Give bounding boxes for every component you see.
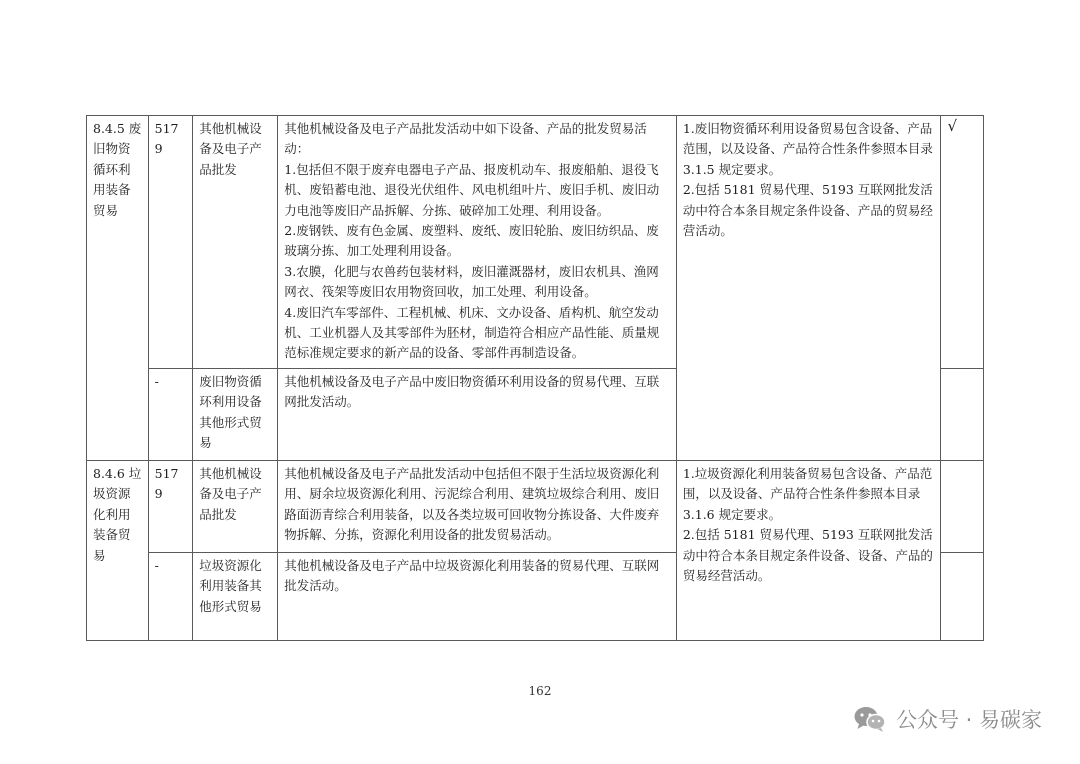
industry-name-cell bbox=[193, 460, 278, 552]
industry-name: 垃圾资源化利用装备其他形式贸易 bbox=[199, 557, 262, 614]
industry-code-cell bbox=[148, 116, 193, 369]
industry-code: 5179 bbox=[154, 121, 179, 157]
table-row bbox=[87, 460, 984, 552]
industry-name: 其他机械设备及电子产品批发 bbox=[199, 121, 262, 177]
description-paragraph: 4.废旧汽车零部件、工程机械、机床、文办设备、盾构机、航空发动机、工业机器人及其零部件为胚材，制造符合相应产品性能、质量规范标准规定要求的新产品的设备、零部件再制造设备。 bbox=[284, 304, 660, 361]
category-label: 8.4.6 垃圾资源化利用装备贸易 bbox=[93, 465, 142, 563]
description-paragraph: 1.包括但不限于废弃电器电子产品、报废机动车、报废船舶、退役飞机、废铅蓄电池、退役光伏组件、风电机组叶片、废旧手机、废旧动力电池等废旧产品拆解、分拣、破碎加工处理、利用设备。 bbox=[284, 161, 660, 218]
wechat-icon bbox=[853, 705, 887, 733]
industry-name-cell bbox=[193, 368, 278, 460]
category-cell bbox=[87, 116, 149, 461]
mark-cell bbox=[941, 116, 984, 369]
watermark-text: 公众号 · 易碳家 bbox=[895, 708, 1042, 732]
industry-name: 其他机械设备及电子产品批发 bbox=[199, 465, 262, 522]
description-paragraph: 其他机械设备及电子产品中废旧物资循环利用设备的贸易代理、互联网批发活动。 bbox=[284, 373, 660, 410]
description-paragraph: 其他机械设备及电子产品批发活动中包括但不限于生活垃圾资源化利用、厨余垃圾资源化利用、污泥综合利用、建筑垃圾综合利用、废旧路面沥青综合利用装备，以及各类垃圾可回收物分拣设备、大件废弃物拆解、分拣，资源化利用设备的批发贸易活动。 bbox=[284, 465, 660, 543]
requirement-paragraph: 1.垃圾资源化利用装备贸易包含设备、产品范围，以及设备、产品符合性条件参照本目录 3.1.6 规定要求。 bbox=[682, 465, 933, 522]
page-number: 162 bbox=[528, 684, 552, 698]
requirements-cell bbox=[676, 460, 941, 640]
requirement-paragraph: 2.包括 5181 贸易代理、5193 互联网批发活动中符合本条目规定条件设备、设备、产品的贸易经营活动。 bbox=[682, 527, 933, 583]
industry-name-cell bbox=[193, 552, 278, 640]
category-cell bbox=[87, 460, 149, 640]
requirement-paragraph: 1.废旧物资循环利用设备贸易包含设备、产品范围，以及设备、产品符合性条件参照本目录 3.1.5 规定要求。 bbox=[682, 121, 933, 177]
mark-cell bbox=[941, 552, 984, 640]
description-paragraph: 其他机械设备及电子产品批发活动中如下设备、产品的批发贸易活动： bbox=[284, 121, 647, 157]
industry-code-cell bbox=[148, 368, 193, 460]
industry-code: - bbox=[154, 373, 159, 389]
industry-code-cell bbox=[148, 552, 193, 640]
description-cell bbox=[278, 552, 677, 640]
table-row bbox=[87, 116, 984, 369]
description-cell bbox=[278, 116, 677, 369]
watermark bbox=[853, 704, 1042, 734]
description-paragraph: 2.废钢铁、废有色金属、废塑料、废纸、废旧轮胎、废旧纺织品、废玻璃分拣、加工处理利用设备。 bbox=[284, 223, 659, 259]
industry-name-cell bbox=[193, 116, 278, 369]
industry-name: 废旧物资循环利用设备其他形式贸易 bbox=[199, 373, 262, 451]
description-paragraph: 其他机械设备及电子产品中垃圾资源化利用装备的贸易代理、互联网批发活动。 bbox=[284, 557, 660, 594]
requirements-cell bbox=[676, 116, 941, 461]
check-mark: √ bbox=[947, 117, 958, 135]
catalog-table bbox=[86, 115, 984, 641]
description-paragraph: 3.农膜，化肥与农兽药包装材料，废旧灌溉器材，废旧农机具、渔网网衣、筏架等废旧农用物资回收，加工处理、利用设备。 bbox=[284, 263, 659, 300]
industry-code-cell bbox=[148, 460, 193, 552]
mark-cell bbox=[941, 368, 984, 460]
mark-cell bbox=[941, 460, 984, 552]
description-cell bbox=[278, 460, 677, 552]
industry-code: - bbox=[154, 557, 159, 573]
description-cell bbox=[278, 368, 677, 460]
requirement-paragraph: 2.包括 5181 贸易代理、5193 互联网批发活动中符合本条目规定条件设备、产品的贸易经营活动。 bbox=[682, 182, 933, 239]
industry-code: 5179 bbox=[154, 465, 179, 502]
category-label: 8.4.5 废旧物资循环利用装备贸易 bbox=[93, 121, 142, 218]
